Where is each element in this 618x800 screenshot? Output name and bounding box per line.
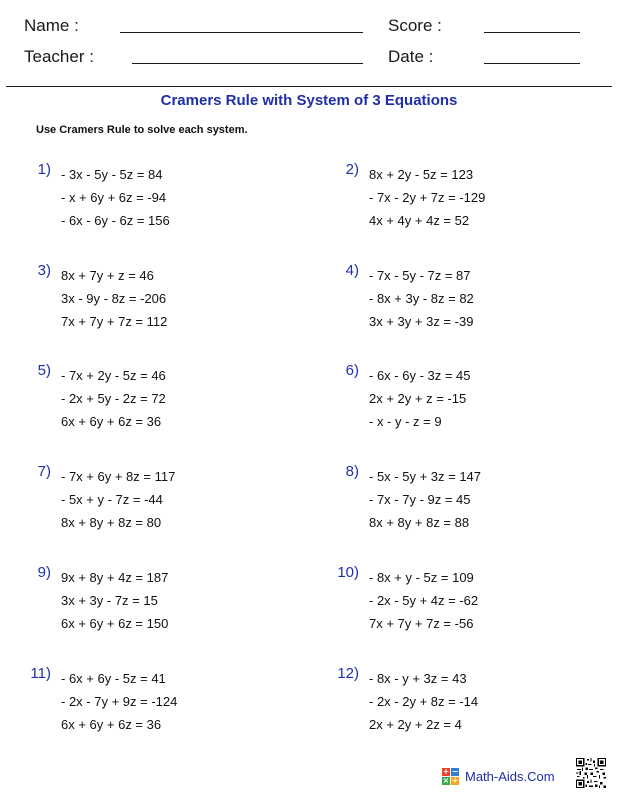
equation: 8x + 8y + 8z = 80 <box>61 515 162 530</box>
teacher-field[interactable] <box>132 63 363 64</box>
problem-12 <box>337 665 618 745</box>
equation: 7x + 7y + 7z = -56 <box>369 616 474 631</box>
problem-number: 10) <box>337 564 359 581</box>
equation-system <box>61 163 170 232</box>
equation: 3x + 3y - 7z = 15 <box>61 593 158 608</box>
problem-number: 11) <box>30 665 51 682</box>
equation: 2x + 2y + 2z = 4 <box>369 717 462 732</box>
plus-icon: + <box>442 766 450 776</box>
problem-number: 12) <box>337 665 359 682</box>
equation: - x + 6y + 6z = -94 <box>61 190 167 205</box>
equation-system <box>369 264 474 333</box>
problem-10 <box>337 564 618 644</box>
instructions: Use Cramers Rule to solve each system. <box>36 124 248 136</box>
problem-number: 1) <box>37 161 51 178</box>
equation: - 6x + 6y - 5z = 41 <box>61 671 166 686</box>
times-icon: × <box>442 775 450 785</box>
equation: - 5x + y - 7z = -44 <box>61 492 163 507</box>
equation: - 7x - 7y - 9z = 45 <box>369 492 471 507</box>
equation: 6x + 6y + 6z = 36 <box>61 414 162 429</box>
equation-system <box>369 163 485 232</box>
equation: - 8x + 3y - 8z = 82 <box>369 291 474 306</box>
date-field[interactable] <box>484 63 580 64</box>
equation-system <box>61 364 166 433</box>
equation: 6x + 6y + 6z = 150 <box>61 616 169 631</box>
equation-system <box>61 264 167 333</box>
equation: 4x + 4y + 4z = 52 <box>369 213 470 228</box>
equation: - 3x - 5y - 5z = 84 <box>61 167 163 182</box>
problem-4 <box>345 262 618 342</box>
equation-system <box>369 465 481 534</box>
problem-number: 9) <box>37 564 51 581</box>
problem-7 <box>37 463 331 543</box>
name-field[interactable] <box>120 32 363 33</box>
name-label: Name : <box>24 16 79 35</box>
equation: - 5x - 5y + 3z = 147 <box>369 469 482 484</box>
problem-number: 4) <box>345 262 359 279</box>
equation: - 7x - 5y - 7z = 87 <box>369 268 471 283</box>
divide-icon: ÷ <box>451 775 459 785</box>
equation: 8x + 7y + z = 46 <box>61 268 154 283</box>
equation: - 7x + 6y + 8z = 117 <box>61 469 176 484</box>
score-field[interactable] <box>484 32 580 33</box>
calculator-logo-icon <box>442 768 459 785</box>
equation: 8x + 2y - 5z = 123 <box>369 167 474 182</box>
score-label: Score : <box>388 16 442 35</box>
equation: 7x + 7y + 7z = 112 <box>61 314 168 329</box>
equation: - 2x + 5y - 2z = 72 <box>61 391 166 406</box>
equation: - 6x - 6y - 3z = 45 <box>369 368 471 383</box>
problem-3 <box>37 262 331 342</box>
problem-2 <box>345 161 618 241</box>
problem-5 <box>37 362 331 442</box>
teacher-label: Teacher : <box>24 47 94 66</box>
date-label: Date : <box>388 47 434 66</box>
equation: 6x + 6y + 6z = 36 <box>61 717 162 732</box>
equation: - 6x - 6y - 6z = 156 <box>61 213 170 228</box>
equation: 2x + 2y + z = -15 <box>369 391 467 406</box>
equation: 3x - 9y - 8z = -206 <box>61 291 167 306</box>
equation: 8x + 8y + 8z = 88 <box>369 515 470 530</box>
brand-link[interactable]: Math-Aids.Com <box>465 768 555 784</box>
problem-8 <box>345 463 618 543</box>
equation: - 8x + y - 5z = 109 <box>369 570 474 585</box>
problem-6 <box>345 362 618 442</box>
equation: - 2x - 7y + 9z = -124 <box>61 694 178 709</box>
problem-number: 8) <box>345 463 359 480</box>
problem-11 <box>30 665 331 745</box>
equation: 3x + 3y + 3z = -39 <box>369 314 474 329</box>
equation-system <box>369 566 478 635</box>
header-divider <box>6 86 612 87</box>
worksheet-title: Cramers Rule with System of 3 Equations <box>160 92 458 109</box>
equation-system <box>61 566 168 635</box>
problem-number: 3) <box>37 262 51 279</box>
qr-code-icon <box>576 758 606 788</box>
equation: - 7x - 2y + 7z = -129 <box>369 190 486 205</box>
equation: - x - y - z = 9 <box>369 414 442 429</box>
problem-number: 5) <box>37 362 51 379</box>
equation-system <box>61 667 177 736</box>
equation: - 2x - 2y + 8z = -14 <box>369 694 479 709</box>
problem-number: 2) <box>345 161 359 178</box>
equation: - 2x - 5y + 4z = -62 <box>369 593 479 608</box>
equation: 9x + 8y + 4z = 187 <box>61 570 169 585</box>
equation-system <box>61 465 175 534</box>
equation-system <box>369 364 471 433</box>
problem-9 <box>37 564 331 644</box>
minus-icon: − <box>451 766 459 776</box>
problem-number: 7) <box>37 463 51 480</box>
footer-brand[interactable] <box>442 766 555 786</box>
equation-system <box>369 667 478 736</box>
problem-number: 6) <box>345 362 359 379</box>
problem-1 <box>37 161 331 241</box>
equation: - 7x + 2y - 5z = 46 <box>61 368 166 383</box>
equation: - 8x - y + 3z = 43 <box>369 671 467 686</box>
